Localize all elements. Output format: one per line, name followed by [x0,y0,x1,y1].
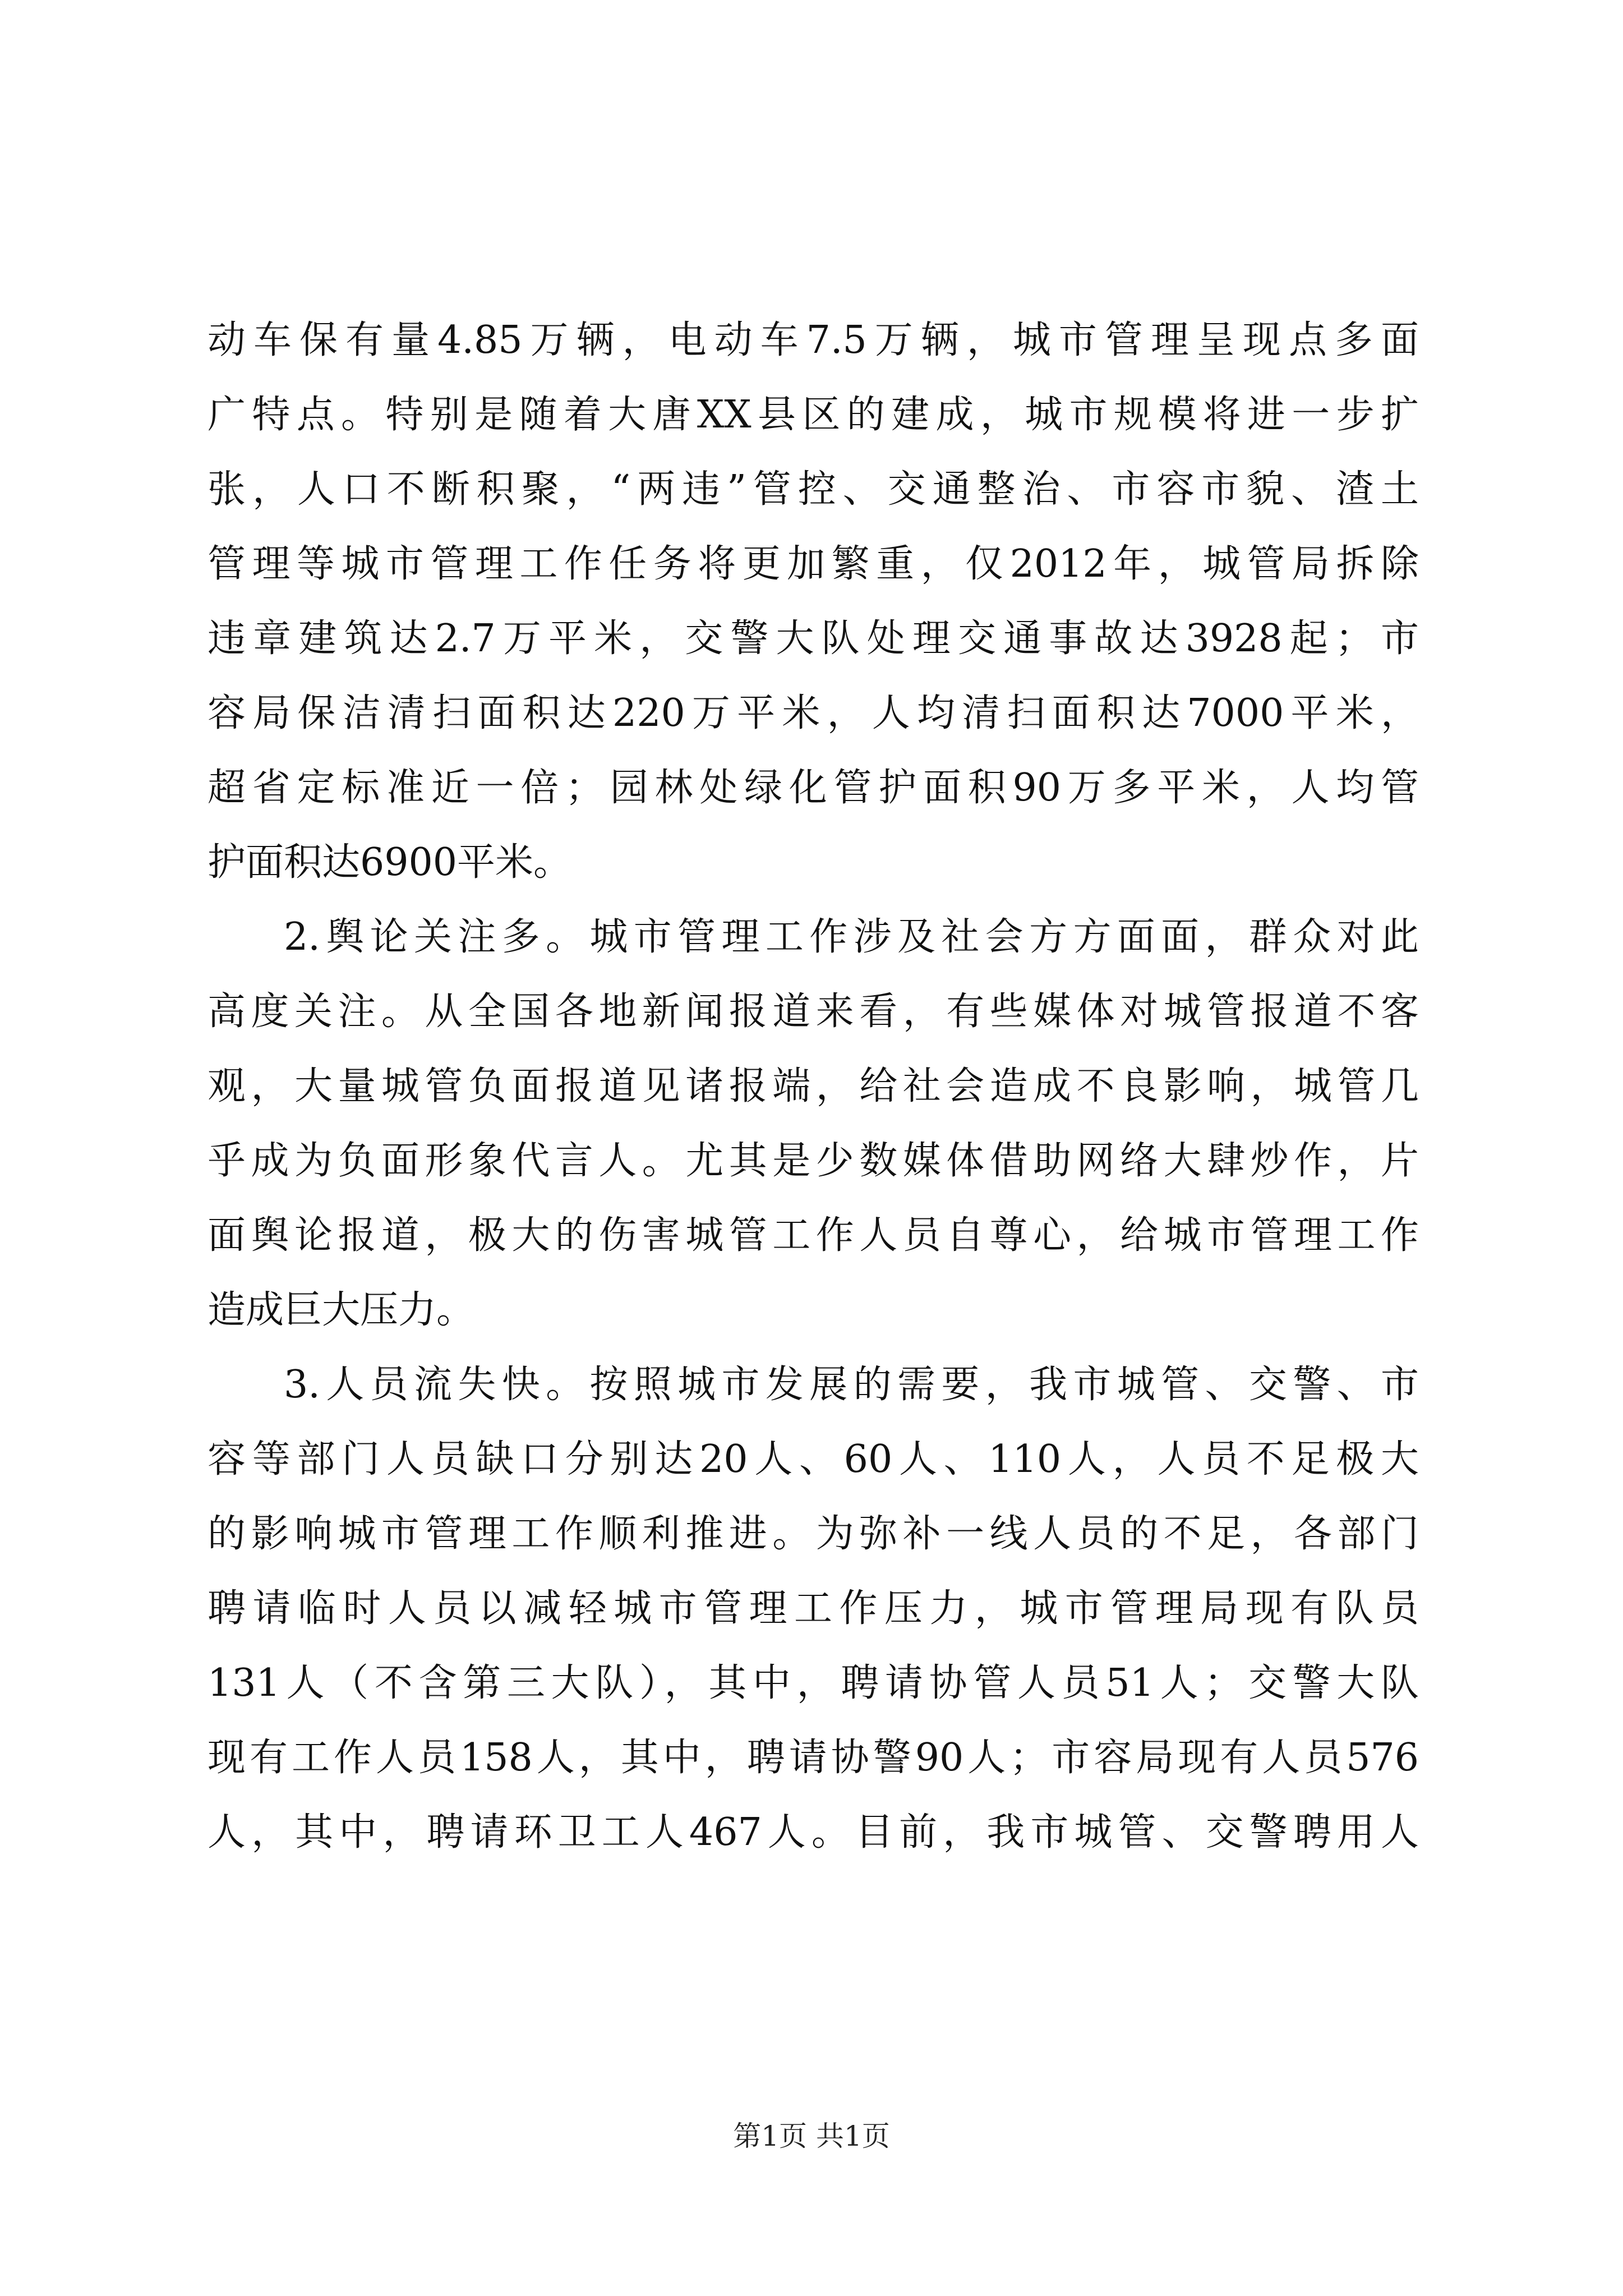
text-line: 护面积达6900平米。 [208,840,572,885]
text-line: 2.舆论关注多。城市管理工作涉及社会方方面面，群众对此 [284,915,1419,959]
text-line: 乎成为负面形象代言人。尤其是少数媒体借助网络大肆炒作，片 [208,1139,1419,1183]
paragraph-3 [208,1347,1419,1870]
text-line: 违章建筑达2.7万平米，交警大队处理交通事故达3928起；市 [208,616,1419,661]
text-line: 高度关注。从全国各地新闻报道来看，有些媒体对城管报道不客 [208,990,1419,1034]
text-line: 3.人员流失快。按照城市发展的需要，我市城管、交警、市 [284,1363,1419,1407]
text-line: 聘请临时人员以减轻城市管理工作压力，城市管理局现有队员 [208,1586,1419,1631]
text-line: 管理等城市管理工作任务将更加繁重，仅2012年，城管局拆除 [208,542,1419,586]
text-line: 人，其中，聘请环卫工人467人。目前，我市城管、交警聘用人 [208,1810,1419,1855]
text-line: 容局保洁清扫面积达220万平米，人均清扫面积达7000平米， [208,691,1419,735]
document-body [208,303,1419,1870]
page-footer: 第1页 共1页 [733,2120,890,2152]
text-line: 容等部门人员缺口分别达20人、60人、110人，人员不足极大 [208,1437,1419,1481]
text-line: 现有工作人员158人，其中，聘请协警90人；市容局现有人员576 [208,1736,1419,1780]
text-line: 广特点。特别是随着大唐XX县区的建成，城市规模将进一步扩 [208,393,1419,437]
text-line: 动车保有量4.85万辆，电动车7.5万辆，城市管理呈现点多面 [208,318,1419,362]
text-line: 造成巨大压力。 [208,1288,475,1332]
paragraph-2 [208,900,1419,1347]
text-line: 超省定标准近一倍；园林处绿化管护面积90万多平米，人均管 [208,766,1419,810]
text-line: 131人（不含第三大队），其中，聘请协管人员51人；交警大队 [208,1661,1419,1705]
text-line: 观，大量城管负面报道见诸报端，给社会造成不良影响，城管几 [208,1064,1419,1108]
text-line: 的影响城市管理工作顺利推进。为弥补一线人员的不足，各部门 [208,1512,1419,1556]
text-line: 面舆论报道，极大的伤害城管工作人员自尊心，给城市管理工作 [208,1213,1419,1258]
text-line: 张，人口不断积聚，“两违”管控、交通整治、市容市貌、渣土 [208,467,1419,512]
paragraph-1 [208,303,1419,900]
